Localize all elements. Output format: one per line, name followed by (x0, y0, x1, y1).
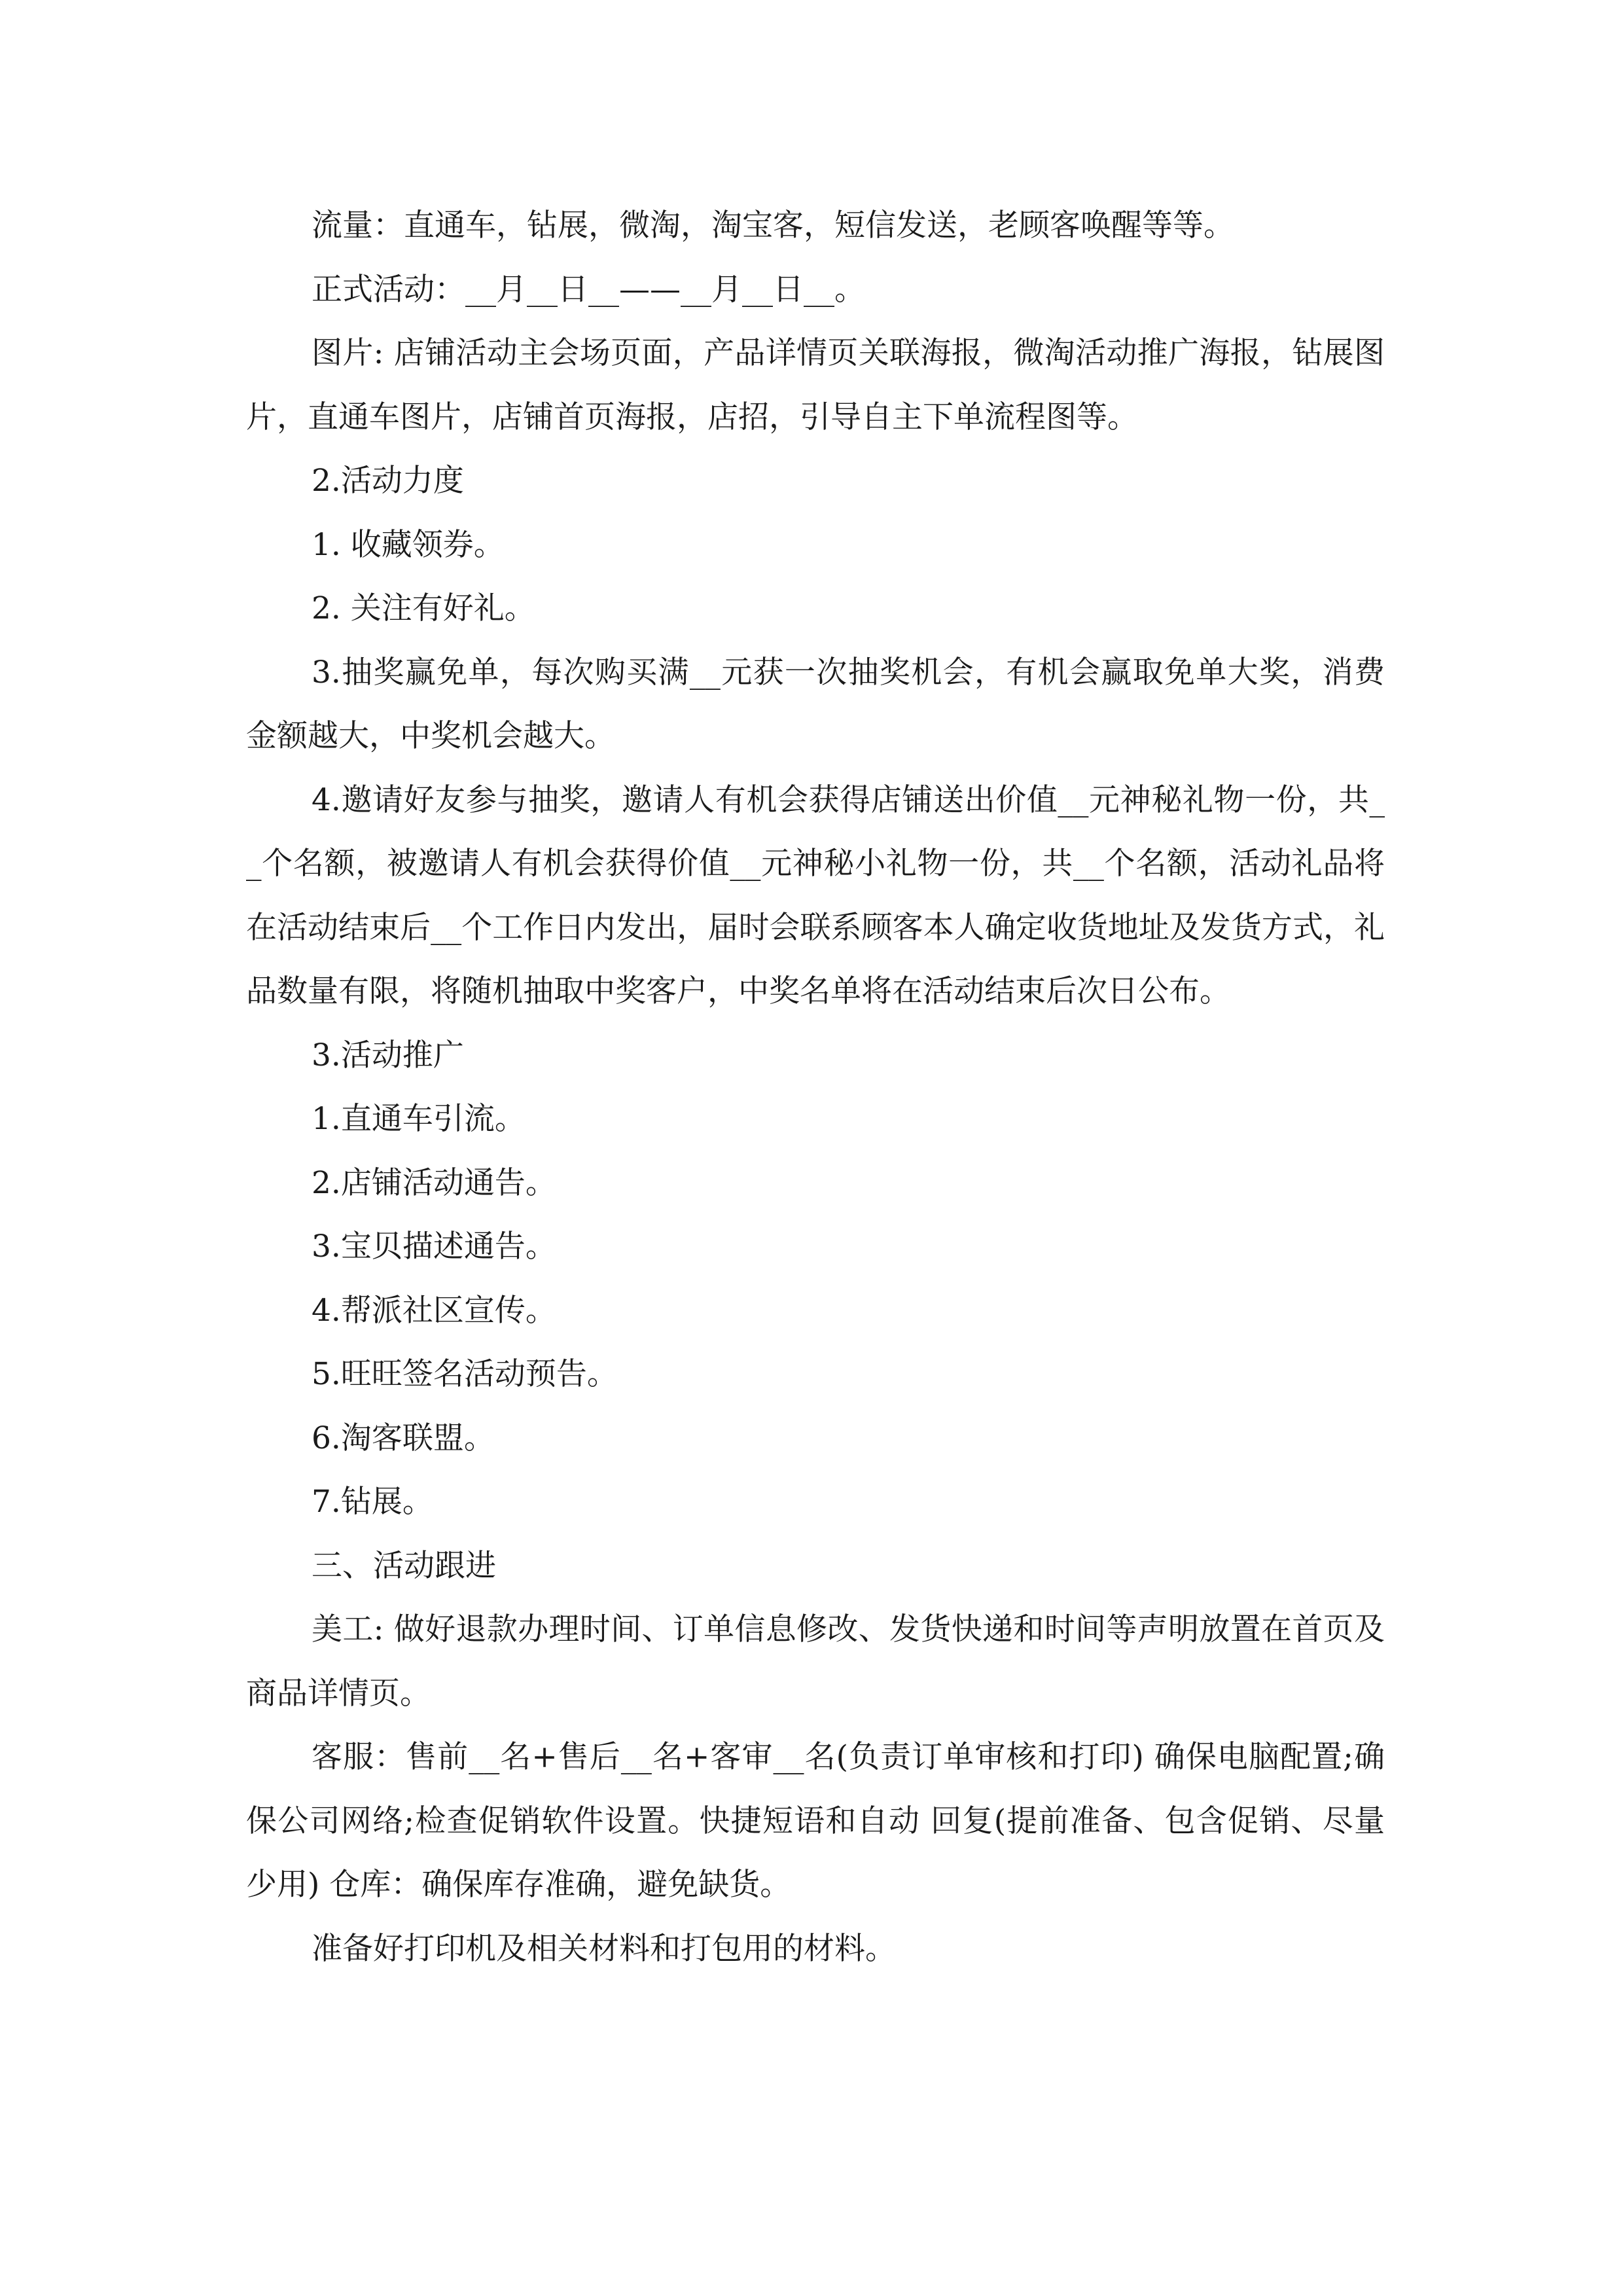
heading-activity-promotion: 3.活动推广 (312, 1037, 464, 1073)
paragraph-printer-prep: 准备好打印机及相关材料和打包用的材料。 (312, 1930, 896, 1967)
list-item: 3.抽奖赢免单，每次购买满__元获一次抽奖机会，有机会赢取免单大奖，消费金额越大，中奖机会越大。 (246, 654, 1385, 754)
heading-activity-followup: 三、活动跟进 (312, 1547, 496, 1584)
document-body (246, 194, 1385, 1981)
paragraph-traffic: 流量：直通车，钻展，微淘，淘宝客，短信发送，老顾客唤醒等等。 (312, 207, 1234, 243)
paragraph-images: 图片: 店铺活动主会场页面，产品详情页关联海报，微淘活动推广海报，钻展图片，直通车图片，店铺首页海报，店招，引导自主下单流程图等。 (246, 335, 1385, 435)
paragraph-design: 美工: 做好退款办理时间、订单信息修改、发货快递和时间等声明放置在首页及商品详情页。 (246, 1611, 1385, 1712)
list-item: 7.钻展。 (312, 1484, 433, 1520)
list-item: 2.店铺活动通告。 (312, 1164, 556, 1201)
list-item: 4.邀请好友参与抽奖，邀请人有机会获得店铺送出价值__元神秘礼物一份，共__个名额，被邀请人有机会获得价值__元神秘小礼物一份，共__个名额，活动礼品将在活动结束后__个工作日内发出，届时会联系顾客本人确定收货地址及发货方式，礼品数量有限，将随机抽取中奖客户，中奖名单将在活动结束后次日公布。 (246, 781, 1385, 1009)
paragraph-customer-service: 客服：售前__名+售后__名+客审__名(负责订单审核和打印) 确保电脑配置;确保公司网络;检查促销软件设置。快捷短语和自动 回复(提前准备、包含促销、尽量少用) 仓库：确保库存准确，避免缺货。 (246, 1739, 1385, 1903)
list-item: 6.淘客联盟。 (312, 1420, 495, 1456)
list-item: 5.旺旺签名活动预告。 (312, 1356, 618, 1392)
heading-activity-strength: 2.活动力度 (312, 463, 464, 499)
list-item: 2. 关注有好礼。 (312, 590, 535, 626)
list-item: 1. 收藏领券。 (312, 526, 505, 563)
list-item: 3.宝贝描述通告。 (312, 1229, 556, 1265)
list-item: 4.帮派社区宣传。 (312, 1292, 556, 1329)
list-item: 1.直通车引流。 (312, 1101, 526, 1137)
paragraph-activity-dates: 正式活动：__月__日__——__月__日__。 (312, 271, 865, 308)
